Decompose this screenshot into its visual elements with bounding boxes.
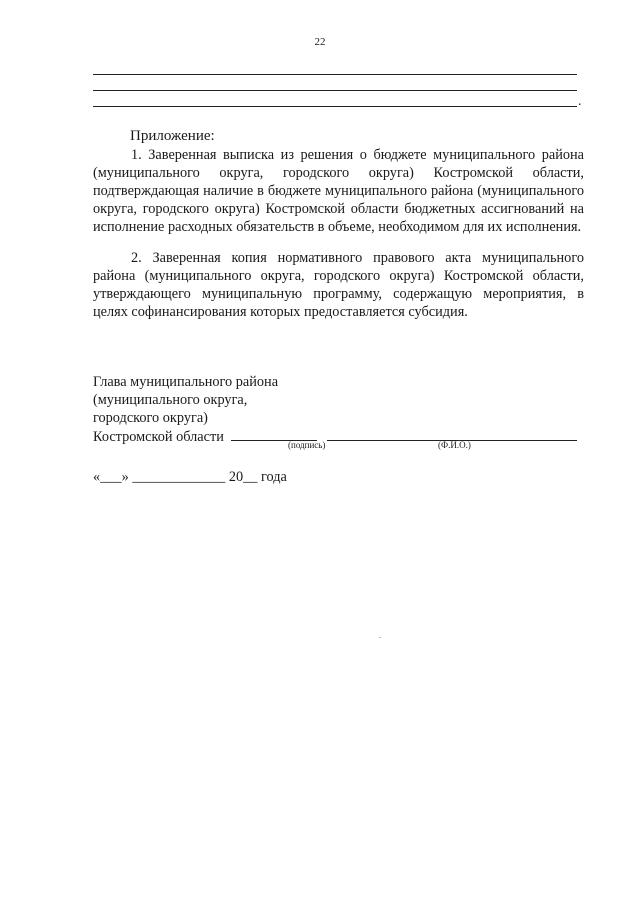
date-day: «___» — [93, 469, 129, 485]
appendix-item-2: 2. Заверенная копия нормативного правового акта муниципального района (муниципального округа, городского округа) Костромской области, утверждающего муниципальную программу, содержащую мероприятия, в целях софинансирования которых предоставляется субсидия. — [93, 250, 584, 321]
signature-blank — [231, 429, 317, 441]
scan-speck — [379, 637, 381, 638]
date-month-blank: _____________ — [132, 469, 226, 485]
name-caption: (Ф.И.О.) — [438, 440, 471, 450]
fill-in-line-3 — [93, 106, 577, 107]
fill-in-end-dot: . — [578, 94, 582, 109]
signature-block — [93, 373, 577, 446]
signature-line-2: (муниципального округа, — [93, 392, 248, 409]
signature-line-1: Глава муниципального района — [93, 374, 279, 390]
signature-line-4: Костромской области — [93, 428, 224, 445]
page-number: 22 — [314, 36, 326, 48]
date-year: 20__ года — [228, 469, 287, 485]
fill-in-line-1 — [93, 74, 577, 75]
name-blank — [327, 429, 577, 441]
signature-line-3: городского округа) — [93, 410, 208, 427]
appendix-heading: Приложение: — [130, 128, 215, 144]
appendix-item-1: 1. Заверенная выписка из решения о бюджете муниципального района (муниципального округа, городского округа) Костромской области, подтверждающая наличие в бюджете муниципального района (муниципального округа, городского округа) Костромской области бюджетных ассигнований на исполнение расходных обязательств в объеме, необходимом для их исполнения. — [93, 147, 584, 236]
fill-in-line-2 — [93, 90, 577, 91]
signature-line-4-row — [93, 428, 577, 446]
signature-caption: (подпись) — [288, 440, 326, 450]
date-line — [93, 469, 287, 486]
